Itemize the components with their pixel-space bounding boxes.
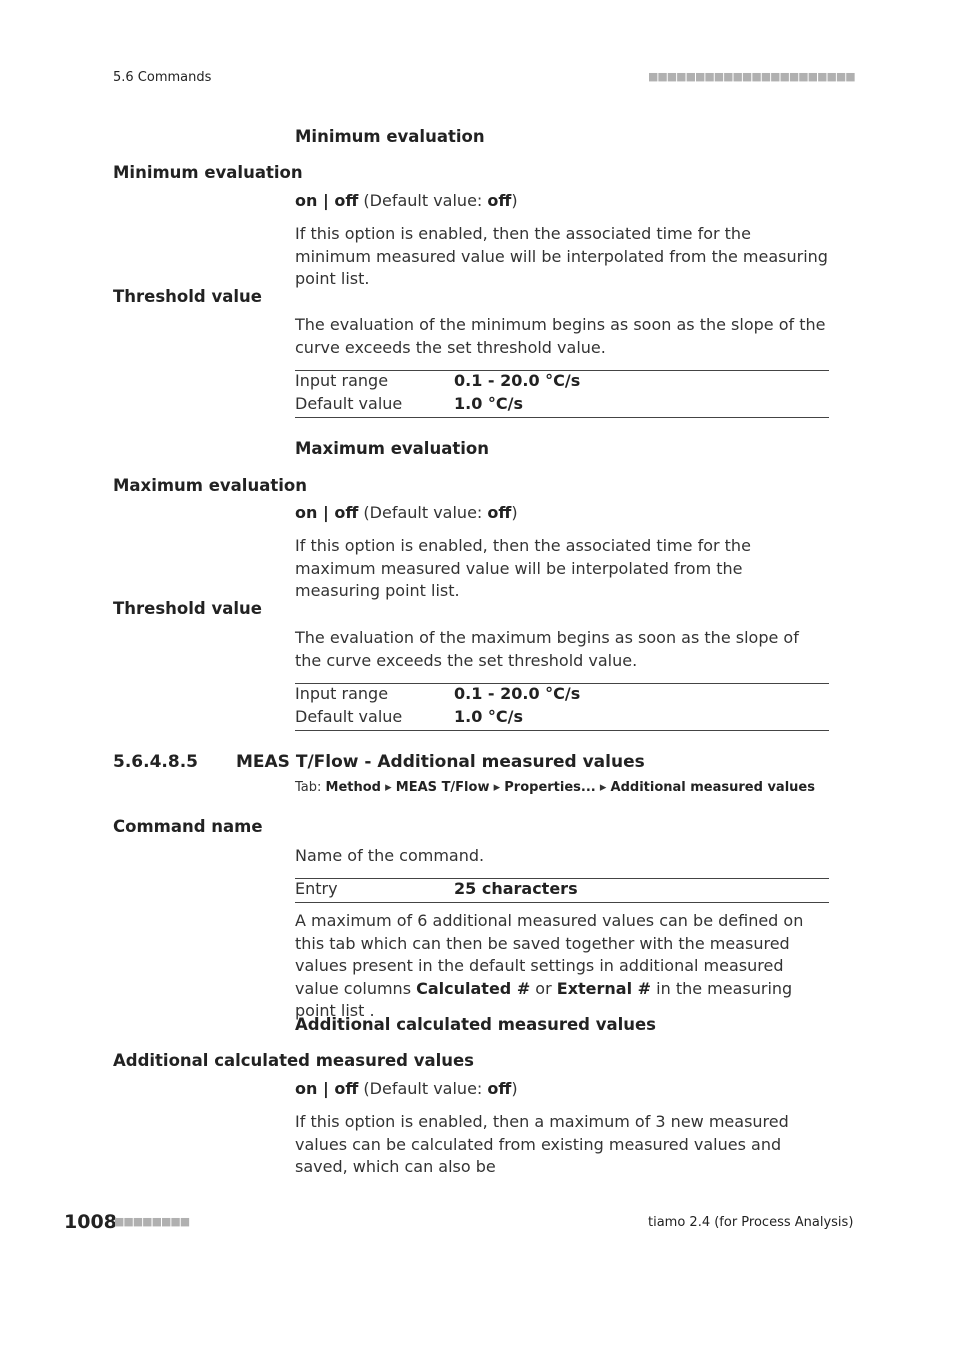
footer-product: tiamo 2.4 (for Process Analysis) xyxy=(648,1215,854,1230)
threshold-max-table xyxy=(295,683,829,731)
command-paragraph xyxy=(295,910,830,1023)
paragraph-text: A maximum of 6 additional measured values can be defined on this tab which can then be saved together with the measured values present in the default settings in additional measured value columns xyxy=(295,911,804,998)
table-value: 0.1 - 20.0 °C/s xyxy=(454,684,581,703)
default-suffix: ) xyxy=(511,1079,518,1098)
param-label-threshold-min: Threshold value xyxy=(113,287,262,306)
table-value: 1.0 °C/s xyxy=(454,707,524,726)
minimum-evaluation-default xyxy=(295,190,830,213)
threshold-min-description: The evaluation of the minimum begins as soon as the slope of the curve exceeds the set threshold value. xyxy=(295,315,826,357)
command-name-table xyxy=(295,878,829,903)
threshold-max-description: The evaluation of the maximum begins as soon as the slope of the curve exceeds the set threshold value. xyxy=(295,628,799,670)
table-key: Entry xyxy=(295,879,338,898)
table-key: Input range xyxy=(295,684,389,703)
table-value: 0.1 - 20.0 °C/s xyxy=(454,371,581,390)
default-value: off xyxy=(487,191,512,210)
table-value: 1.0 °C/s xyxy=(454,394,524,413)
table-key: Default value xyxy=(295,394,403,413)
default-suffix: ) xyxy=(511,503,518,522)
table-row xyxy=(295,394,829,417)
table-row xyxy=(295,371,829,394)
on-off-text: on | off xyxy=(295,503,359,522)
table-row xyxy=(295,879,829,902)
arrow-right-icon: ▸ xyxy=(489,780,505,795)
footer-dots: ■■■■■■■■ xyxy=(114,1215,190,1228)
default-prefix: (Default value: xyxy=(358,1079,488,1098)
maximum-evaluation-description: If this option is enabled, then the associated time for the maximum measured value will be interpolated from the measuring point list. xyxy=(295,536,751,600)
subheading-minimum-evaluation: Minimum evaluation xyxy=(295,127,485,146)
param-label-minimum-evaluation: Minimum evaluation xyxy=(113,163,303,182)
table-row xyxy=(295,707,829,730)
table-row xyxy=(295,684,829,707)
arrow-right-icon: ▸ xyxy=(595,780,611,795)
table-key: Default value xyxy=(295,707,403,726)
tab-path-breadcrumb xyxy=(295,780,815,795)
param-label-maximum-evaluation: Maximum evaluation xyxy=(113,476,307,495)
breadcrumb-item: Additional measured values xyxy=(610,780,815,795)
table-key: Input range xyxy=(295,371,389,390)
param-label-command-name: Command name xyxy=(113,817,263,836)
additional-calculated-default xyxy=(295,1078,830,1101)
param-label-additional-calculated: Additional calculated measured values xyxy=(113,1051,475,1070)
breadcrumb-item: Properties... xyxy=(504,780,596,795)
default-prefix: (Default value: xyxy=(358,191,488,210)
section-title: MEAS T/Flow - Additional measured values xyxy=(236,752,645,772)
section-number: 5.6.4.8.5 xyxy=(113,752,198,772)
minimum-evaluation-description: If this option is enabled, then the associated time for the minimum measured value will be interpolated from the measuring point list. xyxy=(295,224,828,288)
breadcrumb-item: MEAS T/Flow xyxy=(395,780,490,795)
paragraph-bold-term: External # xyxy=(556,978,652,998)
running-header-dots: ■■■■■■■■■■■■■■■■■■■■■■ xyxy=(648,70,855,83)
default-value: off xyxy=(487,1079,512,1098)
additional-calculated-description: If this option is enabled, then a maximum of 3 new measured values can be calculated from existing measured values and saved, which can also be xyxy=(295,1112,789,1176)
paragraph-text: or xyxy=(530,978,557,998)
paragraph-bold-term: Calculated # xyxy=(416,978,531,998)
maximum-evaluation-default xyxy=(295,502,830,525)
breadcrumb-item: Method xyxy=(325,780,381,795)
param-label-threshold-max: Threshold value xyxy=(113,599,262,618)
subheading-maximum-evaluation: Maximum evaluation xyxy=(295,439,489,458)
default-suffix: ) xyxy=(511,191,518,210)
running-header-section: 5.6 Commands xyxy=(113,70,212,85)
on-off-text: on | off xyxy=(295,191,359,210)
subheading-additional-calculated: Additional calculated measured values xyxy=(295,1015,657,1034)
on-off-text: on | off xyxy=(295,1079,359,1098)
default-prefix: (Default value: xyxy=(358,503,488,522)
table-value: 25 characters xyxy=(454,879,578,898)
default-value: off xyxy=(487,503,512,522)
threshold-min-table xyxy=(295,370,829,418)
arrow-right-icon: ▸ xyxy=(381,780,396,795)
paragraph-text: in the measuring point list . xyxy=(295,978,793,1020)
page-number: 1008 xyxy=(64,1211,117,1233)
tab-prefix: Tab: xyxy=(295,780,326,795)
command-name-description: Name of the command. xyxy=(295,846,485,865)
